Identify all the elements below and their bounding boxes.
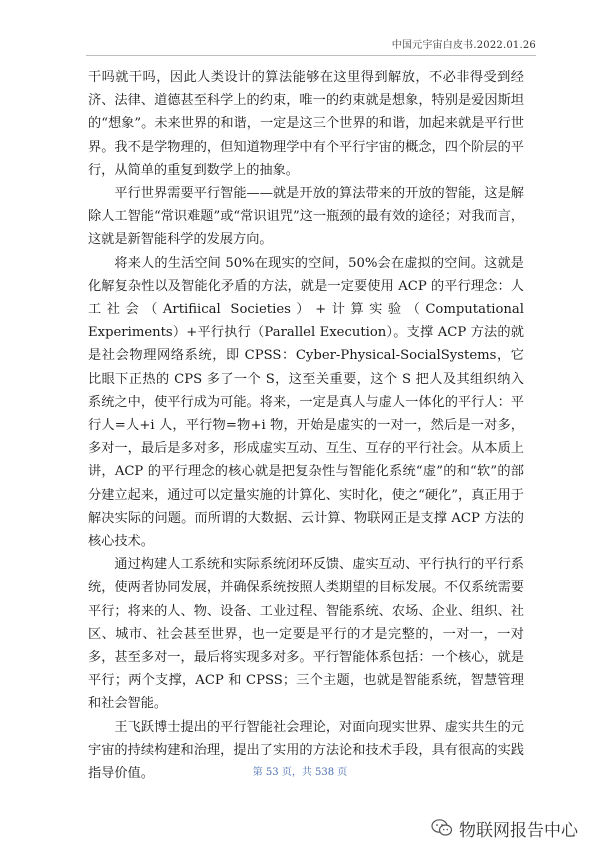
- page-number: 第 53 页，共 538 页: [252, 767, 348, 778]
- paragraph-4: 通过构建人工系统和实际系统闭环反馈、虚实互动、平行执行的平行系统，使两者协同发展，并确保系统按照人类期望的目标发展。不仅系统需要平行；将来的人、物、设备、工业过程、智能系统、农场、企业、组织、社区、城市、社会甚至世界，也一定要是平行的才是完整的，一对一，一对多，甚至多对一，最后将实现多对多。平行智能体系包括：一个核心，就是平行；两个支撑，ACP 和 CPSS；三个主题，也就是智能系统，智慧管理和社会智能。: [88, 557, 524, 712]
- paragraph-5: 王飞跃博士提出的平行智能社会理论，对面向现实世界、虚实共生的元宇宙的持续构建和治理，提出了实用的方法论和技术手段，具有很高的实践指导价值。: [88, 719, 524, 782]
- document-header: 中国元宇宙白皮书.2022.01.26: [391, 40, 536, 51]
- paragraph-2: 平行世界需要平行智能——就是开放的算法带来的开放的智能，这是解除人工智能“常识难题”或“常识诅咒”这一瓶颈的最有效的途径；对我而言，这就是新智能科学的发展方向。: [88, 186, 524, 248]
- paragraph-3: 将来人的生活空间 50%在现实的空间，50%会在虚拟的空间。这就是化解复杂性以及智能化矛盾的方法，就是一定要使用 ACP 的平行理念：人工社会（Artifiical Societies）+计算实验（Computational Experiments）+平行执行（Parallel Execution）。支撑 ACP 方法的就是社会物理网络系统，即 CPSS：Cyber-Physical-SocialSystems，它比眼下正热的 CPS 多了一个 S，这至关重要，这个 S 把人及其组织纳入系统之中，使平行成为可能。将来，一定是真人与虚人一体化的平行人：平行人=人+i 人，平行物=物+i 物，开始是虚实的一对一，然后是一对多，多对一，最后是多对多，形成虚实互动、互生、互存的平行社会。从本质上讲，ACP 的平行理念的核心就是把复杂性与智能化系统“虚”的和“软”的部分建立起来，通过可以定量实施的计算化、实时化，使之“硬化”，真正用于解决实际的问题。而所谓的大数据、云计算、物联网正是支撑 ACP 方法的核心技术。: [88, 255, 524, 550]
- document-body: [88, 66, 524, 785]
- header-divider: [86, 55, 536, 56]
- watermark: [431, 815, 578, 841]
- wechat-icon: [431, 818, 453, 838]
- watermark-text: 物联网报告中心: [459, 820, 578, 841]
- paragraph-1: 干吗就干吗，因此人类设计的算法能够在这里得到解放，不必非得受到经济、法律、道德甚至科学上的约束，唯一的约束就是想象，特别是爱因斯坦的“想象”。未来世界的和谐，一定是这三个世界的和谐，加起来就是平行世界。我不是学物理的，但知道物理学中有个平行宇宙的概念，四个阶层的平行，从简单的重复到数学上的抽象。: [88, 70, 524, 178]
